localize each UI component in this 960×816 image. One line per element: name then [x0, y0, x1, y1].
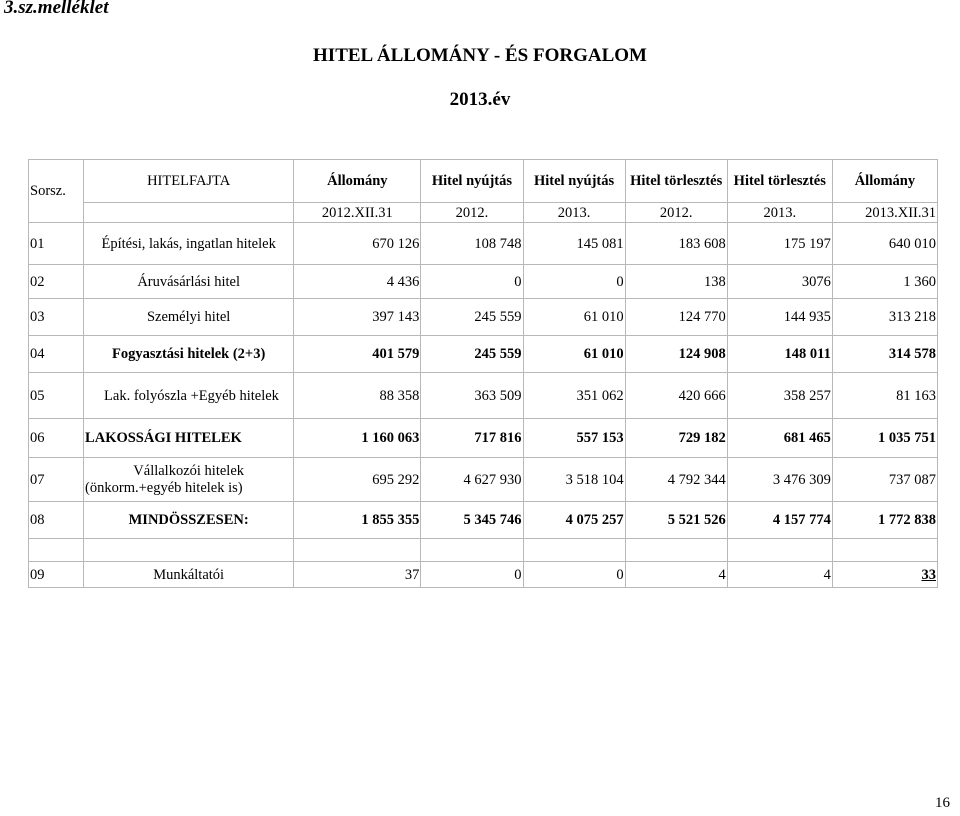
row-number: 01 — [29, 223, 84, 265]
row-label: Építési, lakás, ingatlan hitelek — [84, 223, 294, 265]
cell-value: 695 292 — [294, 458, 421, 502]
cell-value: 4 — [625, 562, 727, 588]
cell-value: 313 218 — [832, 299, 937, 336]
row-label: MINDÖSSZESEN: — [84, 502, 294, 539]
cell-value: 245 559 — [421, 299, 523, 336]
row-label: LAKOSSÁGI HITELEK — [84, 419, 294, 458]
cell-value: 61 010 — [523, 336, 625, 373]
cell-value: 3 518 104 — [523, 458, 625, 502]
cell-value: 4 — [727, 562, 832, 588]
cell-value: 397 143 — [294, 299, 421, 336]
cell-value: 5 521 526 — [625, 502, 727, 539]
cell-value: 1 360 — [832, 265, 937, 299]
subheader-date: 2012. — [421, 203, 523, 223]
table-row — [29, 562, 938, 588]
empty-cell — [294, 539, 421, 562]
table-row — [29, 458, 938, 502]
cell-value: 108 748 — [421, 223, 523, 265]
cell-value: 670 126 — [294, 223, 421, 265]
cell-value: 358 257 — [727, 373, 832, 419]
row-number: 09 — [29, 562, 84, 588]
cell-value: 124 908 — [625, 336, 727, 373]
table-row — [29, 502, 938, 539]
cell-value: 124 770 — [625, 299, 727, 336]
cell-value: 4 075 257 — [523, 502, 625, 539]
cell-value: 148 011 — [727, 336, 832, 373]
row-number: 07 — [29, 458, 84, 502]
cell-value: 245 559 — [421, 336, 523, 373]
row-label: Áruvásárlási hitel — [84, 265, 294, 299]
table-row — [29, 419, 938, 458]
row-label: Lak. folyószla +Egyéb hitelek — [84, 373, 294, 419]
cell-value: 737 087 — [832, 458, 937, 502]
subheader-date: 2013.XII.31 — [832, 203, 937, 223]
cell-value: 1 160 063 — [294, 419, 421, 458]
table-row — [29, 265, 938, 299]
subheader-date: 2013. — [523, 203, 625, 223]
page-number: 16 — [935, 795, 950, 811]
table-row — [29, 223, 938, 265]
row-label: Személyi hitel — [84, 299, 294, 336]
subheader-empty — [84, 203, 294, 223]
header-allomany-start: Állomány — [294, 160, 421, 203]
cell-value: 0 — [523, 562, 625, 588]
cell-value: 138 — [625, 265, 727, 299]
cell-value: 3076 — [727, 265, 832, 299]
cell-value: 145 081 — [523, 223, 625, 265]
row-number: 04 — [29, 336, 84, 373]
cell-value: 1 035 751 — [832, 419, 937, 458]
cell-value: 81 163 — [832, 373, 937, 419]
row-number: 03 — [29, 299, 84, 336]
header-sorsz: Sorsz. — [29, 160, 84, 223]
header-nyujtas-2012: Hitel nyújtás — [421, 160, 523, 203]
cell-value: 351 062 — [523, 373, 625, 419]
empty-cell — [523, 539, 625, 562]
cell-value: 681 465 — [727, 419, 832, 458]
subheader-date: 2012.XII.31 — [294, 203, 421, 223]
cell-value: 4 792 344 — [625, 458, 727, 502]
row-number: 06 — [29, 419, 84, 458]
annex-label: 3.sz.melléklet — [4, 0, 109, 18]
cell-value: 401 579 — [294, 336, 421, 373]
row-label: Fogyasztási hitelek (2+3) — [84, 336, 294, 373]
cell-value: 37 — [294, 562, 421, 588]
cell-value: 88 358 — [294, 373, 421, 419]
cell-value: 420 666 — [625, 373, 727, 419]
cell-value: 175 197 — [727, 223, 832, 265]
cell-value: 0 — [421, 265, 523, 299]
subheader-date: 2013. — [727, 203, 832, 223]
cell-value: 144 935 — [727, 299, 832, 336]
cell-value: 729 182 — [625, 419, 727, 458]
cell-value: 3 476 309 — [727, 458, 832, 502]
cell-value: 61 010 — [523, 299, 625, 336]
cell-value: 0 — [421, 562, 523, 588]
header-torlesztes-2012: Hitel törlesztés — [625, 160, 727, 203]
page-title: HITEL ÁLLOMÁNY - ÉS FORGALOM — [313, 45, 647, 66]
empty-cell — [421, 539, 523, 562]
row-number: 02 — [29, 265, 84, 299]
header-row — [29, 160, 938, 203]
empty-cell — [625, 539, 727, 562]
cell-value: 4 627 930 — [421, 458, 523, 502]
cell-value: 0 — [523, 265, 625, 299]
row-number: 05 — [29, 373, 84, 419]
cell-value: 5 345 746 — [421, 502, 523, 539]
header-allomany-end: Állomány — [832, 160, 937, 203]
table-row — [29, 336, 938, 373]
row-label-line: (önkorm.+egyéb hitelek is) — [85, 479, 243, 496]
cell-value: 33 — [832, 562, 937, 588]
empty-cell — [832, 539, 937, 562]
header-nyujtas-2013: Hitel nyújtás — [523, 160, 625, 203]
row-label: Munkáltatói — [84, 562, 294, 588]
row-label-line: Vállalkozói hitelek — [133, 462, 245, 479]
cell-value: 1 772 838 — [832, 502, 937, 539]
row-number: 08 — [29, 502, 84, 539]
credit-table — [28, 159, 938, 588]
cell-value: 4 436 — [294, 265, 421, 299]
empty-cell — [29, 539, 84, 562]
cell-value: 1 855 355 — [294, 502, 421, 539]
cell-value: 4 157 774 — [727, 502, 832, 539]
header-torlesztes-2013: Hitel törlesztés — [727, 160, 832, 203]
empty-cell — [727, 539, 832, 562]
cell-value: 314 578 — [832, 336, 937, 373]
empty-cell — [84, 539, 294, 562]
row-label — [84, 458, 294, 502]
year-label: 2013.év — [449, 89, 511, 110]
header-hitelfajta: HITELFAJTA — [84, 160, 294, 203]
subheader-row — [29, 203, 938, 223]
cell-value: 640 010 — [832, 223, 937, 265]
cell-value: 557 153 — [523, 419, 625, 458]
cell-value: 363 509 — [421, 373, 523, 419]
cell-value: 183 608 — [625, 223, 727, 265]
table-row — [29, 373, 938, 419]
cell-value: 717 816 — [421, 419, 523, 458]
subheader-date: 2012. — [625, 203, 727, 223]
empty-row — [29, 539, 938, 562]
table-row — [29, 299, 938, 336]
